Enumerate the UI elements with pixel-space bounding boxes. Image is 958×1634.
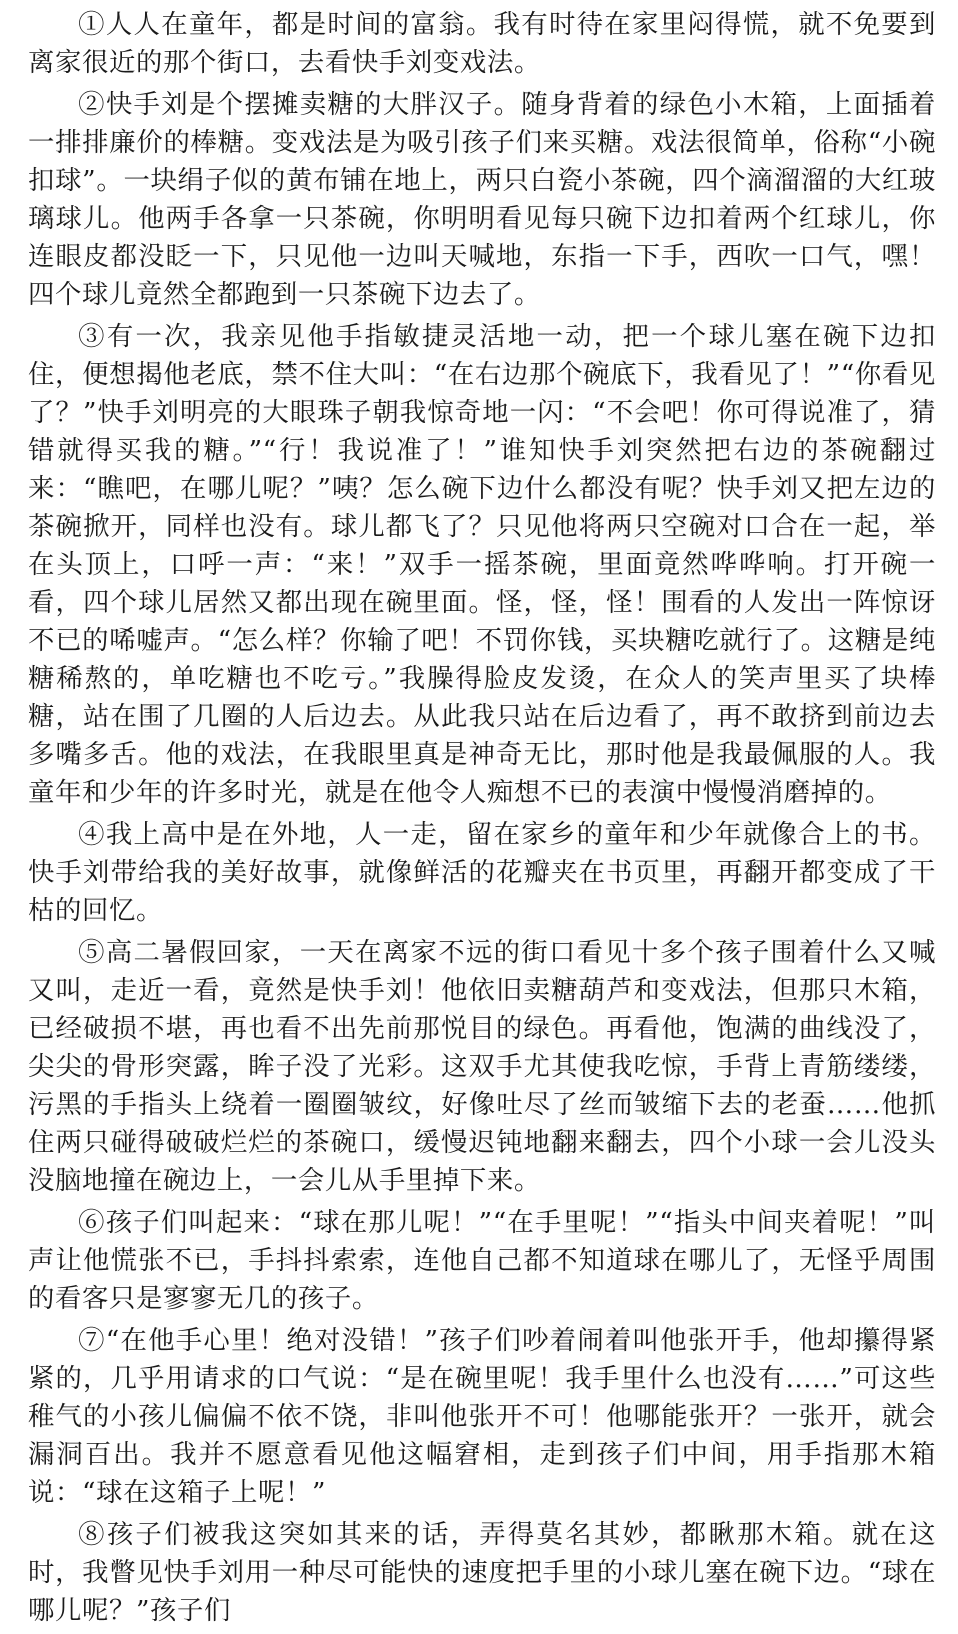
paragraph-3 bbox=[28, 318, 936, 812]
document-page bbox=[28, 6, 936, 1634]
paragraph-number: ⑤ bbox=[78, 937, 106, 968]
paragraph-8 bbox=[28, 1516, 936, 1630]
paragraph-text: 快手刘是个摆摊卖糖的大胖汉子。随身背着的绿色小木箱，上面插着一排排廉价的棒糖。变戏法是为吸引孩子们来买糖。戏法很简单，俗称“小碗扣球”。一块绢子似的黄布铺在地上，两只白瓷小茶碗，四个滴溜溜的大红玻璃球儿。他两手各拿一只茶碗，你明明看见每只碗下边扣着两个红球儿，你连眼皮都没眨一下，只见他一边叫天喊地，东指一下手，西吹一口气，嘿！四个球儿竟然全都跑到一只茶碗下边去了。 bbox=[28, 89, 936, 310]
paragraph-number: ⑧ bbox=[78, 1519, 107, 1550]
paragraph-7 bbox=[28, 1322, 936, 1512]
paragraph-number: ⑦ bbox=[78, 1325, 106, 1356]
paragraph-1 bbox=[28, 6, 936, 82]
paragraph-number: ⑥ bbox=[78, 1207, 106, 1238]
paragraph-5 bbox=[28, 934, 936, 1200]
paragraph-text: 孩子们叫起来：“球在那儿呢！”“在手里呢！”“指头中间夹着呢！”叫声让他慌张不已，手抖抖索索，连他自己都不知道球在哪儿了，无怪乎周围的看客只是寥寥无几的孩子。 bbox=[28, 1207, 936, 1314]
paragraph-text: 人人在童年，都是时间的富翁。我有时待在家里闷得慌，就不免要到离家很近的那个街口，去看快手刘变戏法。 bbox=[28, 9, 936, 78]
paragraph-text: 高二暑假回家，一天在离家不远的街口看见十多个孩子围着什么又喊又叫，走近一看，竟然是快手刘！他依旧卖糖葫芦和变戏法，但那只木箱，已经破损不堪，再也看不出先前那悦目的绿色。再看他，饱满的曲线没了，尖尖的骨形突露，眸子没了光彩。这双手尤其使我吃惊，手背上青筋缕缕，污黑的手指头上绕着一圈圈皱纹，好像吐尽了丝而皱缩下去的老蚕……他抓住两只碰得破破烂烂的茶碗口，缓慢迟钝地翻来翻去，四个小球一会儿没头没脑地撞在碗边上，一会儿从手里掉下来。 bbox=[28, 937, 936, 1196]
paragraph-text: “在他手心里！绝对没错！”孩子们吵着闹着叫他张开手，他却攥得紧紧的，几乎用请求的口气说：“是在碗里呢！我手里什么也没有……”可这些稚气的小孩儿偏偏不依不饶，非叫他张开不可！他哪能张开？一张开，就会漏洞百出。我并不愿意看见他这幅窘相，走到孩子们中间，用手指那木箱说：“球在这箱子上呢！” bbox=[28, 1325, 936, 1508]
paragraph-text: 有一次，我亲见他手指敏捷灵活地一动，把一个球儿塞在碗下边扣住，便想揭他老底，禁不住大叫：“在右边那个碗底下，我看见了！”“你看见了？”快手刘明亮的大眼珠子朝我惊奇地一闪：“不会吧！你可得说准了，猜错就得买我的糖。”“行！我说准了！”谁知快手刘突然把右边的茶碗翻过来：“瞧吧，在哪儿呢？”咦？怎么碗下边什么都没有呢？快手刘又把左边的茶碗掀开，同样也没有。球儿都飞了？只见他将两只空碗对口合在一起，举在头顶上，口呼一声：“来！”双手一摇茶碗，里面竟然哗哗响。打开碗一看，四个球儿居然又都出现在碗里面。怪，怪，怪！围看的人发出一阵惊讶不已的唏嘘声。“怎么样？你输了吧！不罚你钱，买块糖吃就行了。这糖是纯糖稀熬的，单吃糖也不吃亏。”我臊得脸皮发烫，在众人的笑声里买了块棒糖，站在围了几圈的人后边去。从此我只站在后边看了，再不敢挤到前边去多嘴多舌。他的戏法，在我眼里真是神奇无比，那时他是我最佩服的人。我童年和少年的许多时光，就是在他令人痴想不已的表演中慢慢消磨掉的。 bbox=[28, 321, 936, 808]
paragraph-number: ① bbox=[78, 9, 106, 40]
paragraph-number: ③ bbox=[78, 321, 107, 352]
paragraph-text: 孩子们被我这突如其来的话，弄得莫名其妙，都瞅那木箱。就在这时，我瞥见快手刘用一种尽可能快的速度把手里的小球儿塞在碗下边。“球在哪儿呢？”孩子们 bbox=[28, 1519, 936, 1626]
paragraph-4 bbox=[28, 816, 936, 930]
paragraph-number: ④ bbox=[78, 819, 106, 850]
paragraph-text: 我上高中是在外地，人一走，留在家乡的童年和少年就像合上的书。快手刘带给我的美好故事，就像鲜活的花瓣夹在书页里，再翻开都变成了干枯的回忆。 bbox=[28, 819, 936, 926]
paragraph-number: ② bbox=[78, 89, 106, 120]
paragraph-6 bbox=[28, 1204, 936, 1318]
paragraph-2 bbox=[28, 86, 936, 314]
